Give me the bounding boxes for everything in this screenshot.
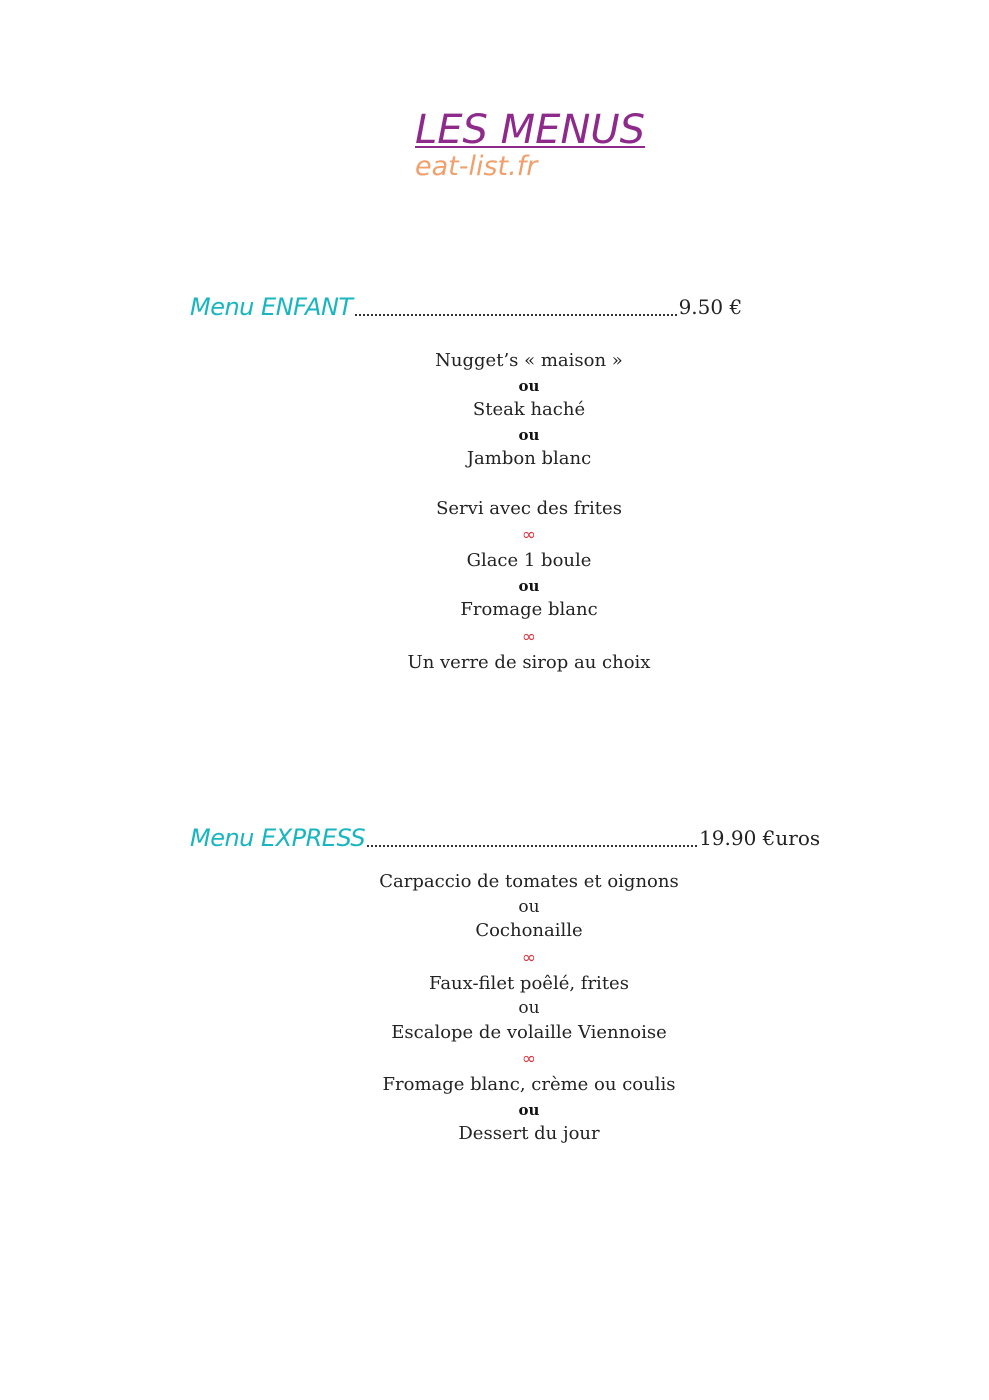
- or-label: ou: [518, 998, 540, 1018]
- infinity-separator-icon: ∞: [521, 525, 537, 545]
- list-item: Glace 1 boule: [466, 550, 592, 571]
- menu-express-price: 19.90 €uros: [699, 826, 821, 850]
- list-item: Un verre de sirop au choix: [407, 651, 651, 673]
- spacer: [69, 472, 989, 497]
- menu-enfant-header: [190, 292, 742, 322]
- list-item: Escalope de volaille Viennoise: [391, 1021, 667, 1043]
- list-item: Fromage blanc: [460, 599, 598, 620]
- list-item: Nugget’s « maison »: [435, 350, 623, 371]
- or-label: ou: [518, 896, 540, 917]
- menu-express-name: Menu EXPRESS: [190, 824, 366, 852]
- page-title: LES MENUS: [415, 107, 646, 153]
- page-header: [0, 106, 989, 196]
- list-item: Steak haché: [472, 399, 586, 420]
- or-label: ou: [518, 425, 540, 444]
- or-label: ou: [518, 376, 540, 395]
- list-item: Carpaccio de tomates et oignons: [379, 871, 679, 892]
- or-label: ou: [518, 1100, 540, 1119]
- infinity-separator-icon: ∞: [521, 947, 537, 968]
- or-label: ou: [518, 576, 540, 595]
- menu-enfant-body: [0, 349, 989, 675]
- list-item: Cochonaille: [475, 920, 583, 941]
- menu-enfant-price: 9.50 €: [678, 295, 743, 319]
- price-leader: [355, 313, 677, 316]
- infinity-separator-icon: ∞: [521, 626, 537, 647]
- list-item: Jambon blanc: [466, 448, 592, 469]
- infinity-separator-icon: ∞: [521, 1049, 537, 1069]
- menu-express-header: [190, 823, 820, 853]
- list-item: Fromage blanc, crème ou coulis: [382, 1074, 676, 1095]
- watermark: eat-list.fr: [415, 151, 538, 182]
- list-item: Faux-filet poêlé, frites: [429, 972, 629, 994]
- menu-enfant-name: Menu ENFANT: [190, 293, 353, 321]
- price-leader: [367, 844, 697, 847]
- list-item: Dessert du jour: [458, 1123, 600, 1144]
- list-item: Servi avec des frites: [436, 497, 622, 519]
- menu-express-body: [0, 870, 989, 1147]
